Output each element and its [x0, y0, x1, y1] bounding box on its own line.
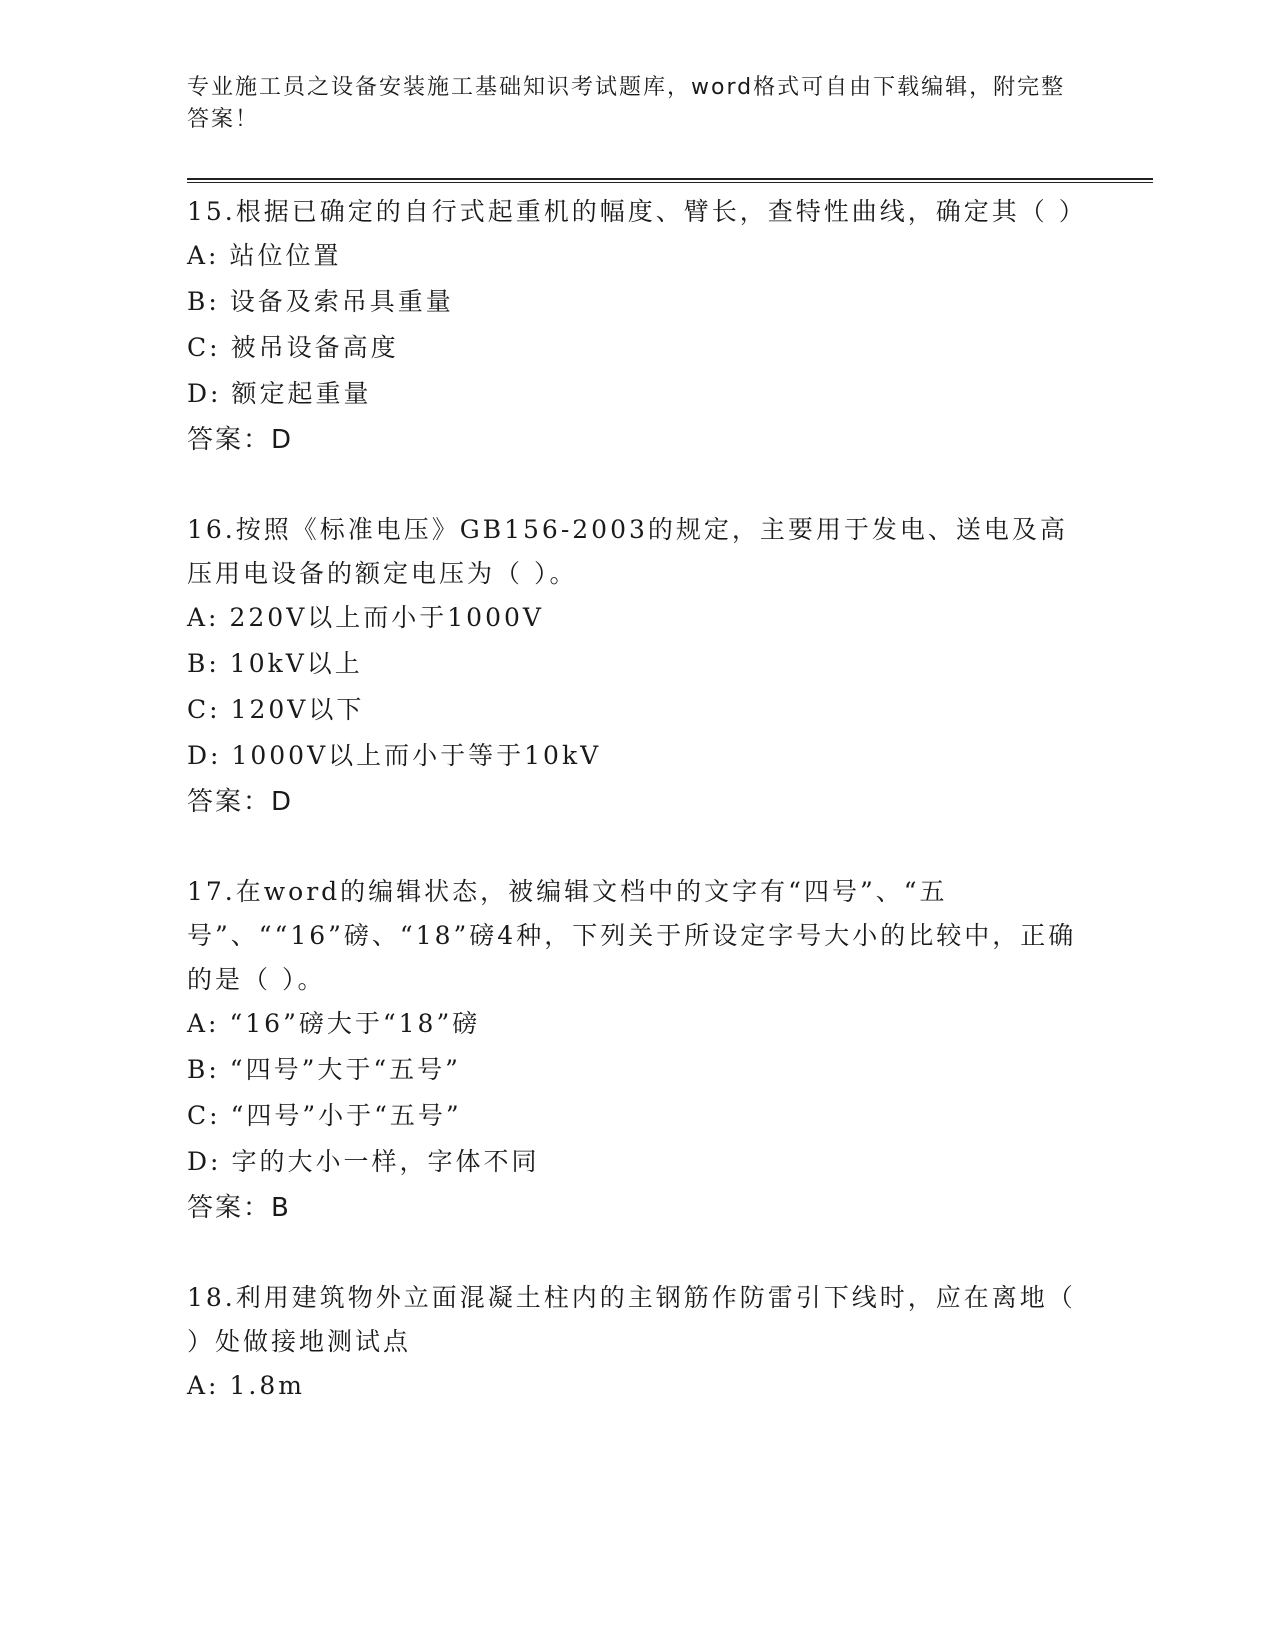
- question-spacer: [187, 1232, 1087, 1276]
- document-header: [187, 72, 1067, 136]
- option-a: A: 220V以上而小于1000V: [187, 603, 544, 632]
- question-16: [187, 508, 1087, 826]
- option-b: B: 设备及索吊具重量: [187, 287, 454, 316]
- option-b: B: “四号”大于“五号”: [187, 1055, 461, 1084]
- question-stem: 17.在word的编辑状态，被编辑文档中的文字有“四号”、“五号”、““16”磅、“18”磅4种，下列关于所设定字号大小的比较中，正确的是（ ）。: [187, 877, 1077, 994]
- question-stem: 16.按照《标准电压》GB156-2003的规定，主要用于发电、送电及高压用电设备的额定电压为（ ）。: [187, 515, 1068, 588]
- question-15: [187, 190, 1087, 464]
- document-title: 专业施工员之设备安装施工基础知识考试题库，word格式可自由下载编辑，附完整答案！: [187, 75, 1066, 132]
- option-d: D: 字的大小一样，字体不同: [187, 1147, 540, 1176]
- option-b: B: 10kV以上: [187, 649, 363, 678]
- answer-line: 答案：D: [187, 425, 294, 455]
- option-d: D: 额定起重量: [187, 379, 372, 408]
- header-divider: [187, 178, 1153, 183]
- option-a: A: 1.8m: [187, 1371, 305, 1400]
- question-stem: 18.利用建筑物外立面混凝土柱内的主钢筋作防雷引下线时，应在离地（ ）处做接地测试点: [187, 1283, 1076, 1356]
- option-c: C: 被吊设备高度: [187, 333, 399, 362]
- option-c: C: “四号”小于“五号”: [187, 1101, 462, 1130]
- option-c: C: 120V以下: [187, 695, 365, 724]
- question-spacer: [187, 826, 1087, 870]
- option-a: A: “16”磅大于“18”磅: [187, 1009, 481, 1038]
- answer-line: 答案：B: [187, 1193, 291, 1223]
- question-list: [187, 190, 1087, 1410]
- question-18: [187, 1276, 1087, 1410]
- question-17: [187, 870, 1087, 1232]
- option-d: D: 1000V以上而小于等于10kV: [187, 741, 602, 770]
- question-stem: 15.根据已确定的自行式起重机的幅度、臂长，查特性曲线，确定其（ ）: [187, 197, 1087, 226]
- option-a: A: 站位位置: [187, 241, 342, 270]
- answer-line: 答案：D: [187, 787, 294, 817]
- question-spacer: [187, 464, 1087, 508]
